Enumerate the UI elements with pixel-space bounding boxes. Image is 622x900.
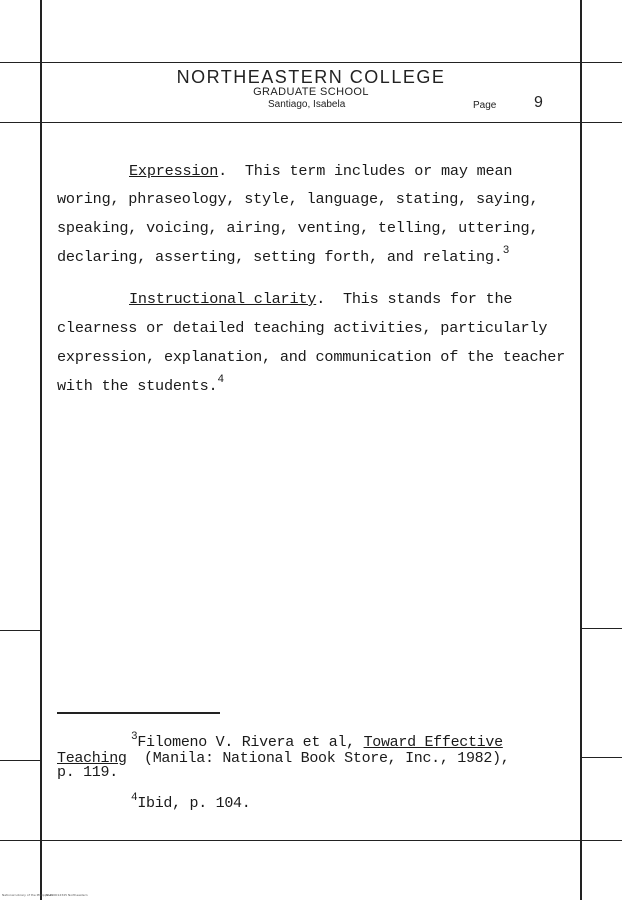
footer-rule xyxy=(0,840,622,841)
p2-line-4-text: with the students. xyxy=(57,377,218,395)
right-margin-line xyxy=(580,0,582,900)
p1-line-4-text: declaring, asserting, setting forth, and relating. xyxy=(57,248,503,266)
footnote-4-text: Ibid, p. 104. xyxy=(137,795,251,812)
graduate-school: GRADUATE SCHOOL xyxy=(253,86,369,98)
paragraph-expression-line-2: woring, phraseology, style, language, stating, saying, xyxy=(57,190,539,208)
paragraph-expression-line-1 xyxy=(57,162,512,180)
school-location: Santiago, Isabela xyxy=(268,99,346,110)
paragraph-expression-line-3: speaking, voicing, airing, venting, telling, uttering, xyxy=(57,219,539,237)
paragraph-clarity-line-1 xyxy=(57,290,512,308)
p1-line-1-rest: . This term includes or may mean xyxy=(218,162,513,180)
footnote-separator xyxy=(57,712,220,714)
page-number: 9 xyxy=(534,94,543,111)
p2-line-1-rest: . This stands for the xyxy=(316,290,513,308)
paragraph-clarity-line-2: clearness or detailed teaching activities, particularly xyxy=(57,319,548,337)
header-bottom-rule xyxy=(0,122,622,123)
header-top-rule xyxy=(0,62,622,63)
paragraph-clarity-line-4 xyxy=(57,374,224,395)
bottom-right-note: NLP00012345 Northeastern xyxy=(46,893,88,897)
footnote-ref-3: 3 xyxy=(502,245,510,257)
paragraph-expression-line-4 xyxy=(57,245,510,266)
footnote-3-author: Filomeno V. Rivera et al, xyxy=(137,734,364,751)
term-instructional-clarity: Instructional clarity xyxy=(129,290,317,308)
left-margin-line xyxy=(40,0,42,900)
term-expression: Expression xyxy=(129,162,219,180)
page-label: Page xyxy=(473,100,497,111)
footnote-3-mark: 3 xyxy=(131,731,138,743)
paragraph-clarity-line-3: expression, explanation, and communication of the teacher xyxy=(57,348,566,366)
footnote-4-line xyxy=(131,792,251,812)
bottom-left-note: National Library of the Philippines xyxy=(2,893,53,897)
right-edge-mark-2 xyxy=(582,757,622,758)
right-edge-mark-1 xyxy=(582,628,622,629)
footnote-3-publisher: (Manila: National Book Store, Inc., 1982), xyxy=(126,750,510,767)
footnote-3-title-1: Toward Effective xyxy=(363,734,503,751)
footnote-4-mark: 4 xyxy=(131,792,138,804)
left-edge-mark-2 xyxy=(0,760,40,761)
footnote-3-line-2 xyxy=(57,750,510,767)
left-edge-mark-1 xyxy=(0,630,40,631)
college-name: NORTHEASTERN COLLEGE xyxy=(176,67,446,87)
footnote-3-line-1 xyxy=(131,731,503,751)
footnote-ref-4: 4 xyxy=(217,374,224,386)
footnote-3-title-2: Teaching xyxy=(57,750,127,767)
footnote-3-line-3: p. 119. xyxy=(57,764,118,781)
